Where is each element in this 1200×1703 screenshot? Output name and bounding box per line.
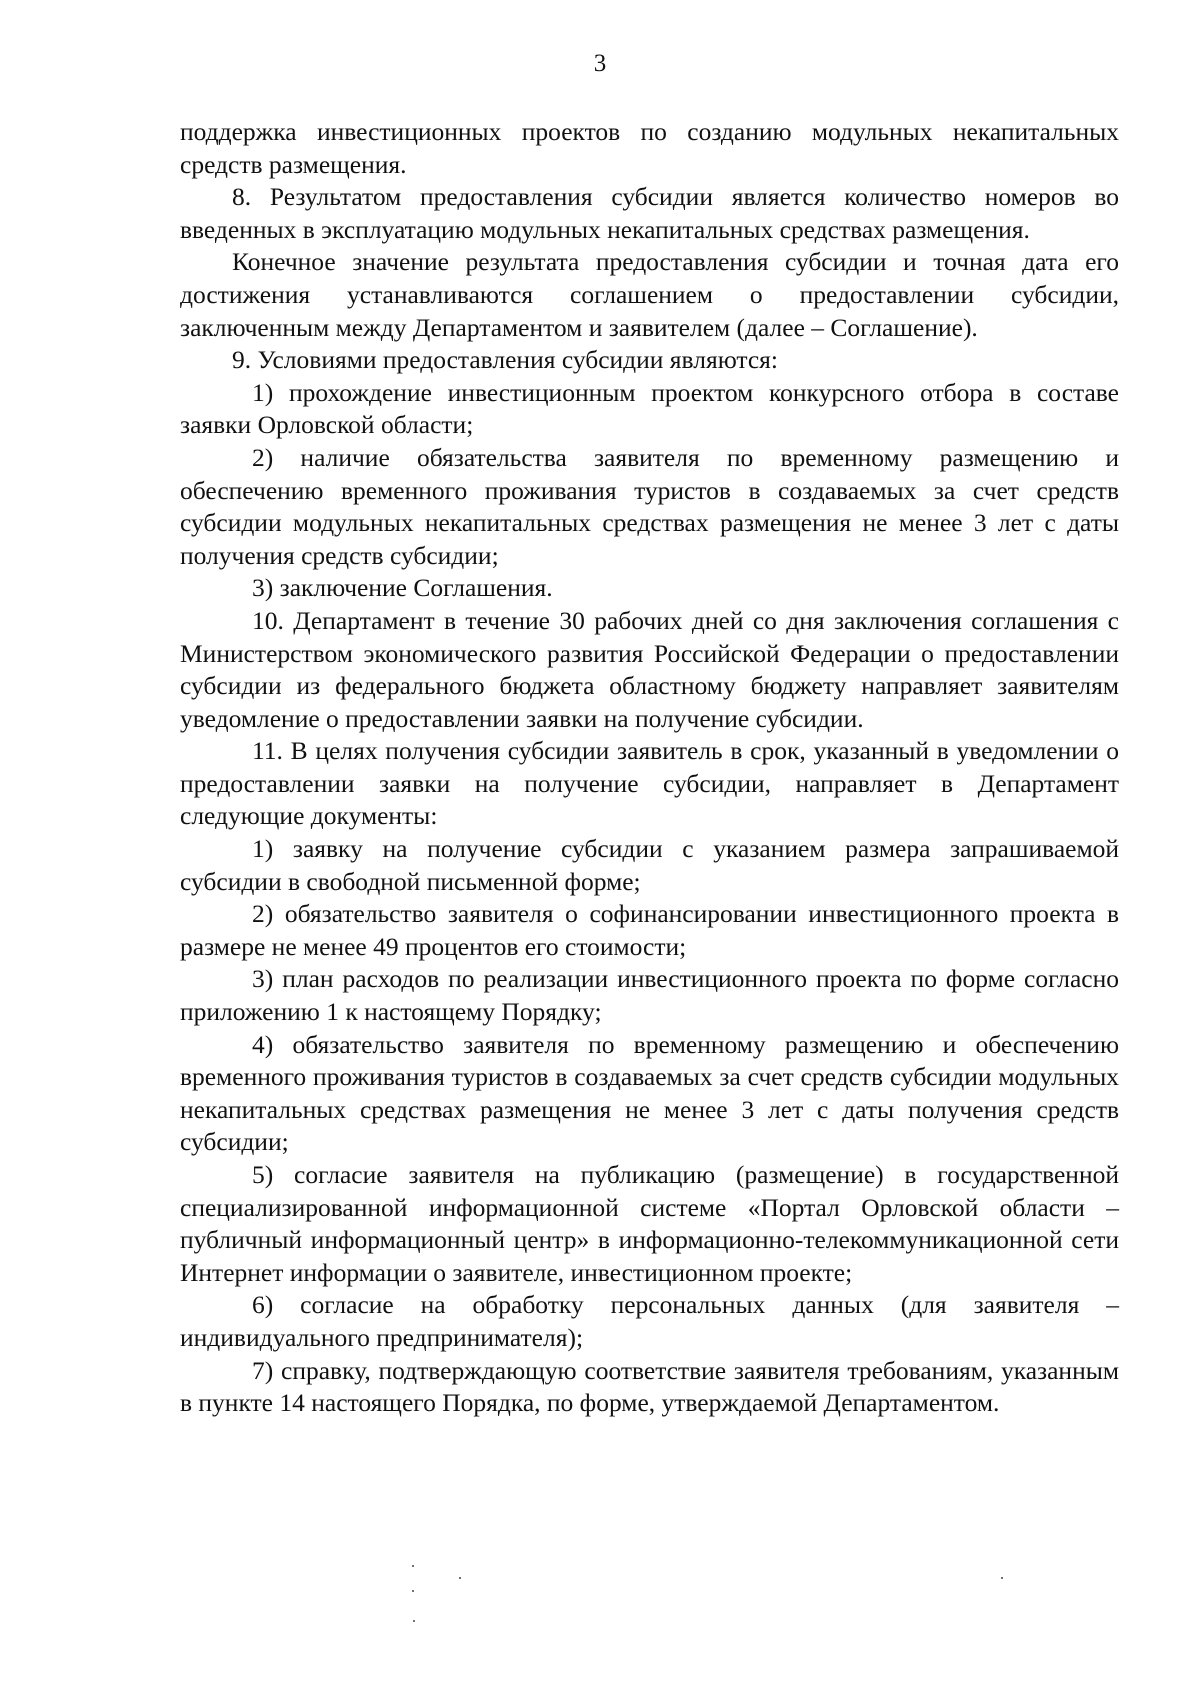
- paragraph-result-value: Конечное значение результата предоставления субсидии и точная дата его достижения устанавливаются соглашением о предоставлении субсидии, заключенным между Департаментом и заявителем (далее – Соглашение).: [180, 247, 1119, 342]
- page-number: 3: [593, 50, 607, 77]
- paragraph-item-11-3: 3) план расходов по реализации инвестиционного проекта по форме согласно приложению 1 к настоящему Порядку;: [180, 964, 1119, 1027]
- paragraph-item-8: 8. Результатом предоставления субсидии является количество номеров во введенных в эксплуатацию модульных некапитальных средствах размещения.: [180, 182, 1119, 244]
- scan-speck: [413, 1620, 415, 1622]
- paragraph-item-9-1: 1) прохождение инвестиционным проектом конкурсного отбора в составе заявки Орловской области;: [180, 377, 1119, 440]
- paragraph-item-11: 11. В целях получения субсидии заявитель в срок, указанный в уведомлении о предоставлении заявки на получение субсидии, направляет в Департамент следующие документы:: [180, 736, 1119, 831]
- paragraph-item-11-2: 2) обязательство заявителя о софинансировании инвестиционного проекта в размере не менее 49 процентов его стоимости;: [180, 899, 1119, 961]
- paragraph-continuation: поддержка инвестиционных проектов по созданию модульных некапитальных средств размещения.: [180, 117, 1119, 179]
- scan-speck: [459, 1577, 461, 1579]
- paragraph-item-11-7: 7) справку, подтверждающую соответствие заявителя требованиям, указанным в пункте 14 настоящего Порядка, по форме, утверждаемой Департаментом.: [180, 1355, 1119, 1418]
- document-body: [180, 116, 1119, 1420]
- paragraph-item-11-6: 6) согласие на обработку персональных данных (для заявителя – индивидуального предпринимателя);: [180, 1290, 1119, 1352]
- paragraph-item-9-2: 2) наличие обязательства заявителя по временному размещению и обеспечению временного проживания туристов в создаваемых за счет средств субсидии модульных некапитальных средствах размещения не менее 3 лет с даты получения средств субсидии;: [180, 442, 1119, 570]
- paragraph-item-11-1: 1) заявку на получение субсидии с указанием размера запрашиваемой субсидии в свободной письменной форме;: [180, 834, 1119, 896]
- paragraph-item-11-4: 4) обязательство заявителя по временному размещению и обеспечению временного проживания туристов в создаваемых за счет средств субсидии модульных некапитальных средствах размещения не менее 3 лет с даты получения средств субсидии;: [180, 1029, 1119, 1157]
- paragraph-item-10: 10. Департамент в течение 30 рабочих дней со дня заключения соглашения с Министерством экономического развития Российской Федерации о предоставлении субсидии из федерального бюджета областному бюджету направляет заявителям уведомление о предоставлении заявки на получение субсидии.: [180, 605, 1119, 733]
- paragraph-item-9: 9. Условиями предоставления субсидии являются:: [232, 345, 778, 375]
- paragraph-item-11-5: 5) согласие заявителя на публикацию (размещение) в государственной специализированной информационной системе «Портал Орловской области – публичный информационный центр» в информационно-телекоммуникационной сети Интернет информации о заявителе, инвестиционном проекте;: [180, 1160, 1119, 1287]
- paragraph-item-9-3: 3) заключение Соглашения.: [252, 573, 553, 603]
- scan-speck: [1001, 1577, 1003, 1579]
- scan-speck: [412, 1565, 414, 1567]
- scan-speck: [412, 1590, 414, 1592]
